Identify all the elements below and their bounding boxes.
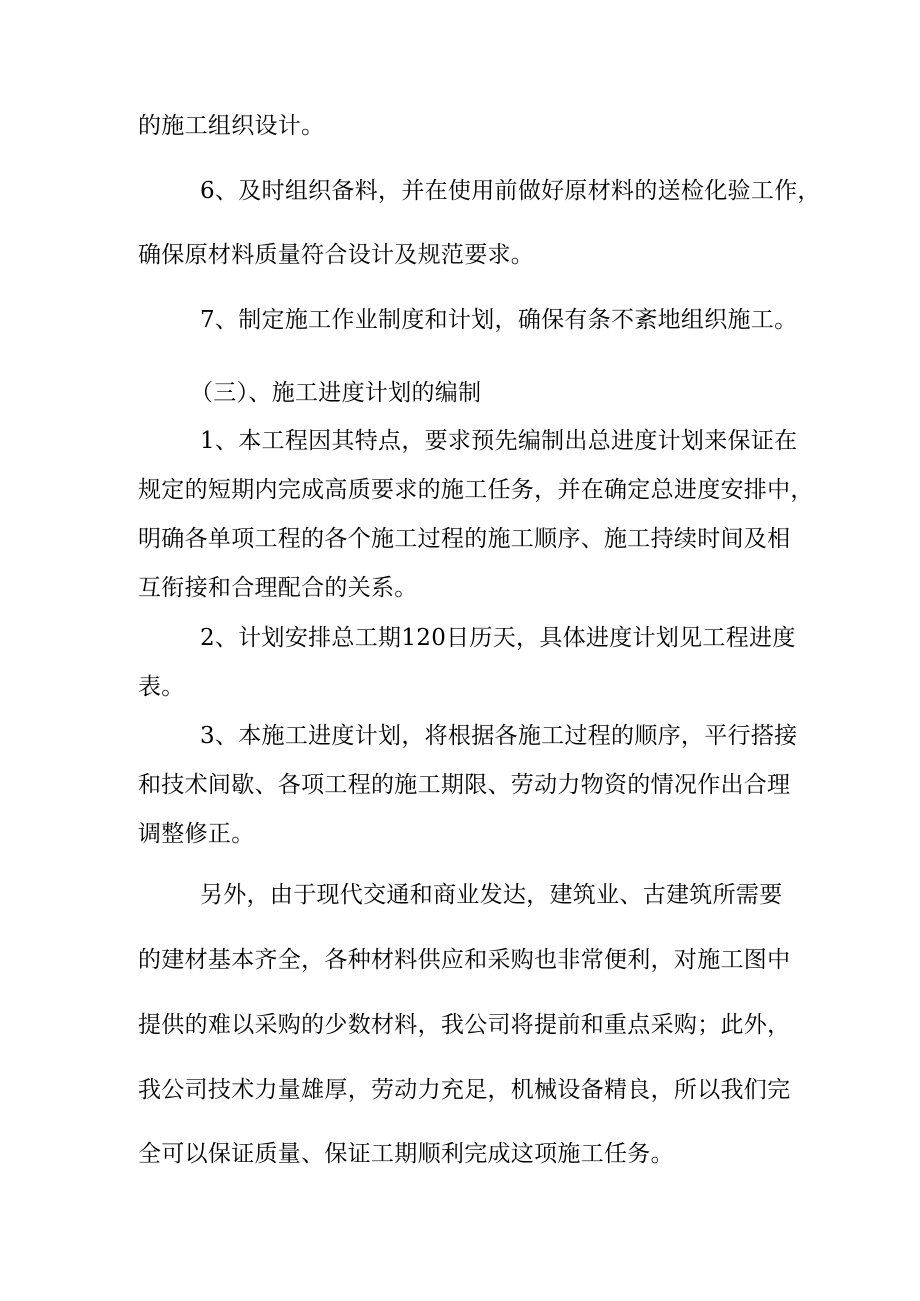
text-line-15: 另外，由于现代交通和商业发达，建筑业、古建筑所需要: [200, 882, 783, 908]
text-line-6: 1、本工程因其特点，要求预先编制出总进度计划来保证在: [200, 428, 798, 454]
text-line-1: 的施工组织设计。: [138, 113, 325, 139]
text-line-2: 6、及时组织备料，并在使用前做好原材料的送检化验工作，: [200, 178, 821, 204]
text-line-10: 2、计划安排总工期120日历天，具体进度计划见工程进度: [200, 625, 796, 651]
section-heading: （三）、施工进度计划的编制: [190, 380, 482, 406]
text-line-18: 我公司技术力量雄厚，劳动力充足，机械设备精良，所以我们完: [138, 1077, 791, 1103]
text-line-3: 确保原材料质量符合设计及规范要求。: [138, 242, 535, 268]
text-line-11: 表。: [138, 674, 185, 700]
text-line-17: 提供的难以采购的少数材料，我公司将提前和重点采购；此外，: [138, 1012, 791, 1038]
text-line-4: 7、制定施工作业制度和计划，确保有条不紊地组织施工。: [200, 307, 798, 333]
text-line-7: 规定的短期内完成高质要求的施工任务，并在确定总进度安排中，: [138, 477, 814, 503]
text-line-16: 的建材基本齐全，各种材料供应和采购也非常便利，对施工图中: [138, 947, 791, 973]
text-line-9: 互衔接和合理配合的关系。: [138, 575, 418, 601]
text-line-12: 3、本施工进度计划，将根据各施工过程的顺序，平行搭接: [200, 723, 798, 749]
text-line-13: 和技术间歇、各项工程的施工期限、劳动力物资的情况作出合理: [138, 772, 791, 798]
text-line-14: 调整修正。: [138, 821, 255, 847]
text-line-8: 明确各单项工程的各个施工过程的施工顺序、施工持续时间及相: [138, 526, 791, 552]
text-line-19: 全可以保证质量、保证工期顺利完成这项施工任务。: [138, 1141, 674, 1167]
